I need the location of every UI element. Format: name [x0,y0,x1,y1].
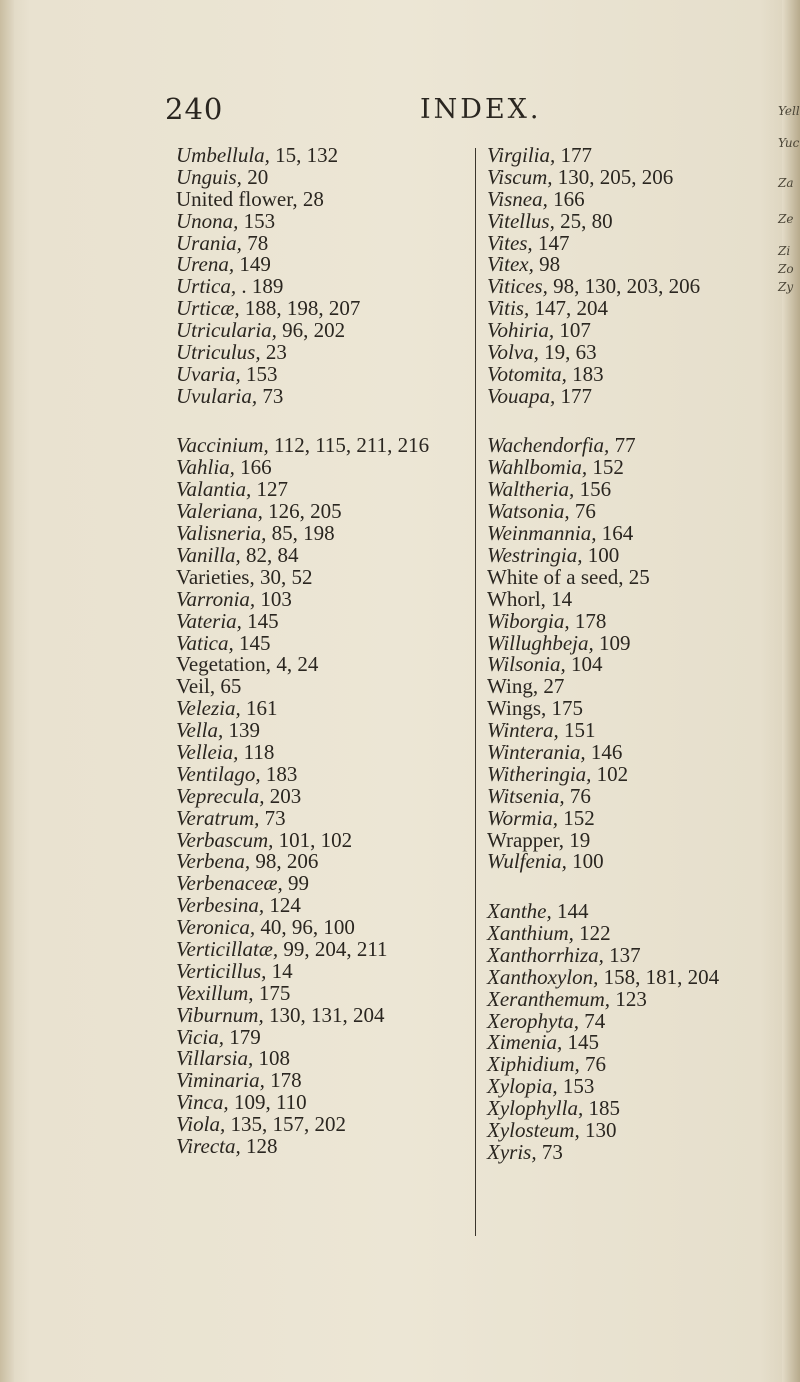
index-entry [487,1008,800,1033]
index-term: Wilsonia, [487,652,566,677]
index-term: Wormia, [487,805,558,830]
index-term: Vateria, [176,608,242,633]
index-term: White of a seed, [487,564,624,589]
index-term: Uvularia, [176,383,258,408]
index-page-refs: 185 [588,1096,620,1121]
index-page-refs: 76 [574,499,596,524]
index-entry [176,630,496,655]
index-entry [487,298,800,320]
index-entry [487,479,800,501]
index-entry [176,851,496,873]
index-term: Veil, [176,674,216,699]
index-page-refs: 145 [567,1030,599,1055]
margin-fragment: Yell [778,104,800,118]
index-entry [176,564,496,589]
page-gutter-left [0,0,14,1382]
index-term: Xanthe, [487,899,552,924]
index-term: Vella, [176,718,224,743]
index-term: Urtica, [176,274,237,299]
index-entry [176,145,496,167]
index-entry [487,1120,800,1142]
index-term: Vitis, [487,296,530,321]
index-page-refs: 153 [246,361,278,386]
index-entry [487,1032,800,1054]
index-page-refs: 20 [247,164,269,189]
index-term: Whorl, [487,586,546,611]
margin-fragment: Ze [778,212,794,226]
index-term: Xyris, [487,1139,537,1164]
index-page-refs: 99 [287,871,309,896]
index-entry [176,435,496,457]
index-term: Vexillum, [176,980,254,1005]
index-entry [487,698,800,720]
index-page-refs: 4, 24 [276,652,319,677]
index-term: Xylopia, [487,1074,558,1099]
index-page-refs: 203 [269,783,302,808]
index-page-refs: 153 [243,208,276,233]
index-page-refs: 98, 206 [255,849,319,874]
margin-fragment: Za [778,176,794,190]
index-page-refs: 175 [551,696,583,721]
index-term: Xiphidium, [487,1052,580,1077]
index-entry [487,383,800,408]
index-page-refs: 137 [609,942,641,967]
index-page-refs: 145 [247,608,279,633]
index-term: Viscum, [487,164,553,189]
index-entry [176,186,496,211]
index-term: Xerophyta, [487,1008,579,1033]
index-page-refs: 128 [245,1133,278,1158]
index-term: Wintera, [487,718,559,743]
index-term: Unona, [176,208,239,233]
index-term: Unguis, [176,164,242,189]
index-entry [487,761,800,786]
index-entry [176,1070,496,1092]
index-page-refs: 109, 110 [233,1090,307,1115]
index-page-refs: 27 [543,674,565,699]
index-term: Veprecula, [176,783,265,808]
index-page-refs: 40, 96, 100 [260,915,355,940]
index-term: Wiborgia, [487,608,570,633]
index-term: Viola, [176,1112,226,1137]
index-term: United flower, [176,186,298,211]
index-page-refs: 126, 205 [268,499,342,524]
index-group [487,145,800,408]
index-entry [487,739,800,764]
index-entry [487,942,800,967]
index-page-refs: 152 [563,805,595,830]
index-term: Witheringia, [487,761,592,786]
index-term: Vatica, [176,630,234,655]
index-term: Xanthorrhiza, [487,942,604,967]
index-term: Witsenia, [487,783,565,808]
index-entry [176,479,496,501]
index-term: Verbesina, [176,893,265,918]
index-page-refs: 130, 205, 206 [557,164,674,189]
index-term: Ventilago, [176,761,261,786]
index-page-refs: 177 [560,143,592,167]
index-page-refs: 25 [628,564,650,589]
index-term: Vaccinium, [176,433,269,458]
index-term: Willughbeja, [487,630,594,655]
index-term: Vinca, [176,1090,229,1115]
index-entry [487,230,800,255]
index-entry [487,920,800,945]
index-term: Veratrum, [176,805,260,830]
index-page-refs: 74 [584,1008,606,1033]
column-divider [475,148,476,1236]
index-entry [176,383,496,408]
index-page-refs: 78 [247,230,269,255]
index-term: Utriculus, [176,340,261,365]
index-group [176,435,496,1157]
index-term: Viburnum, [176,1002,264,1027]
index-entry [487,986,800,1011]
index-page-refs: 178 [574,608,607,633]
index-term: Vitellus, [487,208,555,233]
index-page-refs: 102 [596,761,629,786]
index-entry [487,1054,800,1076]
index-entry [176,361,496,386]
index-term: Verbascum, [176,827,274,852]
index-page-refs: 99, 204, 211 [283,936,388,961]
index-entry [176,1133,496,1158]
index-entry [487,564,800,589]
index-entry [176,895,496,917]
index-entry [487,523,800,545]
index-page-refs: 14 [271,958,293,983]
index-entry [176,1114,496,1136]
index-entry [487,676,800,698]
index-entry [176,827,496,852]
index-entry [487,342,800,364]
index-entry [487,501,800,523]
index-column-left [176,145,496,1186]
index-term: Uvaria, [176,361,241,386]
index-term: Xeranthemum, [487,986,611,1011]
index-page-refs: 73 [262,383,284,408]
index-term: Urticæ, [176,296,240,321]
index-page-refs: 183 [572,361,604,386]
index-entry [487,901,800,923]
index-page-refs: 15, 132 [275,143,339,167]
index-term: Vitex, [487,252,534,277]
index-term: Visnea, [487,186,548,211]
index-term: Xylophylla, [487,1096,584,1121]
index-entry [487,851,800,873]
index-entry [176,1024,496,1049]
index-entry [176,739,496,764]
margin-fragment: Zo [778,262,794,276]
index-page-refs: 14 [551,586,573,611]
index-term: Vicia, [176,1024,225,1049]
index-term: Vohiria, [487,318,555,343]
index-term: Valantia, [176,477,252,502]
index-entry [487,964,800,989]
index-page-refs: 153 [562,1074,595,1099]
index-entry [487,1139,800,1164]
index-entry [487,457,800,479]
index-entry [487,1076,800,1098]
index-page-refs: 183 [265,761,298,786]
index-term: Virgilia, [487,143,556,167]
index-entry [176,1092,496,1114]
index-term: Wings, [487,696,547,721]
index-entry [487,276,800,298]
index-page-refs: 166 [240,455,272,480]
page-number: 240 [165,92,224,126]
index-page-refs: 100 [572,849,604,874]
index-page-refs: 77 [614,433,636,458]
index-entry [176,542,496,567]
index-entry [176,164,496,189]
index-entry [176,254,496,276]
index-page-refs: 65 [220,674,242,699]
index-page-refs: 112, 115, 211, 216 [273,433,430,458]
index-term: Wahlbomia, [487,455,588,480]
index-term: Wrapper, [487,827,565,852]
index-term: Verticillus, [176,958,267,983]
index-entry [176,586,496,611]
index-page-refs: 145 [239,630,271,655]
index-page-refs: 23 [265,340,287,365]
index-term: Winterania, [487,739,586,764]
index-term: Varronia, [176,586,256,611]
index-page-refs: 127 [256,477,289,502]
index-page-refs: 76 [569,783,591,808]
index-term: Xanthoxylon, [487,964,599,989]
index-entry [176,873,496,895]
index-entry [176,783,496,808]
index-entry [487,254,800,276]
index-term: Valisneria, [176,521,267,546]
index-entry [176,1048,496,1070]
index-term: Velezia, [176,696,241,721]
index-page-refs: 19 [569,827,591,852]
index-entry [176,917,496,939]
index-entry [176,761,496,786]
index-page-refs: 25, 80 [560,208,613,233]
index-term: Votomita, [487,361,567,386]
index-entry [487,361,800,386]
index-term: Vouapa, [487,383,556,408]
index-page-refs: 103 [260,586,292,611]
index-term: Verticillatæ, [176,936,279,961]
running-head: INDEX. [420,94,542,125]
index-page-refs: 76 [585,1052,606,1077]
index-page-refs: 100 [587,542,620,567]
index-entry [176,676,496,698]
index-page-refs: 178 [270,1068,302,1093]
index-page-refs: 152 [592,455,624,480]
index-page-refs: 19, 63 [544,340,597,365]
index-entry [487,435,800,457]
index-page-refs: 144 [556,899,589,924]
index-column-right [487,145,800,1192]
index-page-refs: 101, 102 [278,827,353,852]
index-term: Westringia, [487,542,583,567]
index-page-refs: 98, 130, 203, 206 [553,274,701,299]
index-entry [176,342,496,364]
index-term: Waltheria, [487,477,575,502]
index-page-refs: 118 [243,739,275,764]
index-term: Wachendorfia, [487,433,610,458]
index-entry [176,208,496,233]
index-page-refs: 156 [579,477,612,502]
index-entry [487,586,800,611]
index-page-refs: 107 [559,318,591,343]
index-term: Verbena, [176,849,251,874]
index-term: Urena, [176,252,235,277]
index-entry [176,698,496,720]
margin-fragment: Zi [778,244,791,258]
index-term: Ximenia, [487,1030,563,1055]
index-entry [176,298,496,320]
index-entry [487,608,800,633]
index-page-refs: 166 [553,186,585,211]
index-group [176,145,496,408]
index-term: Varieties, [176,564,255,589]
index-group [487,901,800,1164]
index-entry [176,523,496,545]
index-page-refs: 109 [599,630,631,655]
index-page-refs: 108 [258,1046,290,1071]
index-page-refs: 161 [245,696,278,721]
index-page-refs: 82, 84 [246,542,299,567]
index-term: Valeriana, [176,499,263,524]
index-page-refs: 104 [571,652,603,677]
index-entry [487,783,800,808]
index-page-refs: 146 [590,739,623,764]
index-page-refs: 158, 181, 204 [603,964,720,989]
index-page-refs: 177 [560,383,592,408]
index-entry [176,805,496,830]
margin-fragment: Yuc [778,136,800,150]
index-entry [176,980,496,1005]
index-entry [487,720,800,742]
index-page-refs: 28 [302,186,324,211]
index-term: Weinmannia, [487,521,597,546]
index-page-refs: 149 [239,252,271,277]
index-term: Volva, [487,340,539,365]
index-page-refs: 73 [264,805,286,830]
index-page-refs: 122 [579,920,611,945]
index-entry [176,958,496,983]
index-term: Villarsia, [176,1046,254,1071]
index-page-refs: . 189 [241,274,284,299]
index-term: Vitices, [487,274,548,299]
index-entry [487,164,800,189]
index-entry [487,805,800,830]
index-page-refs: 147, 204 [534,296,608,321]
index-page-refs: 135, 157, 202 [230,1112,346,1137]
index-page-refs: 30, 52 [259,564,313,589]
index-page-refs: 139 [228,718,260,743]
index-page-refs: 130, 131, 204 [268,1002,385,1027]
index-term: Viminaria, [176,1068,265,1093]
index-entry [487,827,800,852]
index-entry [487,630,800,655]
index-entry [176,276,496,298]
index-entry [176,720,496,742]
index-term: Virecta, [176,1133,241,1158]
index-entry [487,654,800,676]
index-entry [176,654,496,676]
index-entry [487,145,800,167]
index-page-refs: 98 [539,252,561,277]
index-term: Urania, [176,230,242,255]
index-page-refs: 147 [537,230,570,255]
index-term: Vahlia, [176,455,235,480]
index-term: Verbenaceæ, [176,871,283,896]
index-page-refs: 123 [615,986,647,1011]
index-entry [176,457,496,479]
index-entry [176,320,496,342]
index-page-refs: 124 [269,893,301,918]
index-entry [176,608,496,633]
index-page-refs: 73 [541,1139,563,1164]
index-term: Utricularia, [176,318,277,343]
index-entry [487,1098,800,1120]
index-page-refs: 164 [601,521,634,546]
index-term: Wulfenia, [487,849,567,874]
index-entry [487,320,800,342]
index-page-refs: 85, 198 [271,521,335,546]
index-page-refs: 96, 202 [282,318,346,343]
index-entry [487,186,800,211]
index-page-refs: 188, 198, 207 [244,296,361,321]
index-term: Velleia, [176,739,239,764]
index-group [487,435,800,873]
index-page-refs: 151 [564,718,596,743]
index-entry [176,936,496,961]
index-term: Vites, [487,230,533,255]
index-entry [176,230,496,255]
index-entry [176,1002,496,1027]
index-term: Wing, [487,674,539,699]
index-page-refs: 175 [258,980,291,1005]
index-entry [487,542,800,567]
index-entry [176,501,496,523]
index-term: Vegetation, [176,652,272,677]
index-term: Xanthium, [487,920,574,945]
index-term: Veronica, [176,915,256,940]
index-term: Xylosteum, [487,1118,580,1142]
index-term: Watsonia, [487,499,570,524]
index-term: Vanilla, [176,542,241,567]
index-entry [487,208,800,233]
index-page-refs: 179 [229,1024,261,1049]
margin-fragment: Zy [778,280,794,294]
index-term: Umbellula, [176,143,270,167]
index-page-refs: 130 [584,1118,617,1142]
